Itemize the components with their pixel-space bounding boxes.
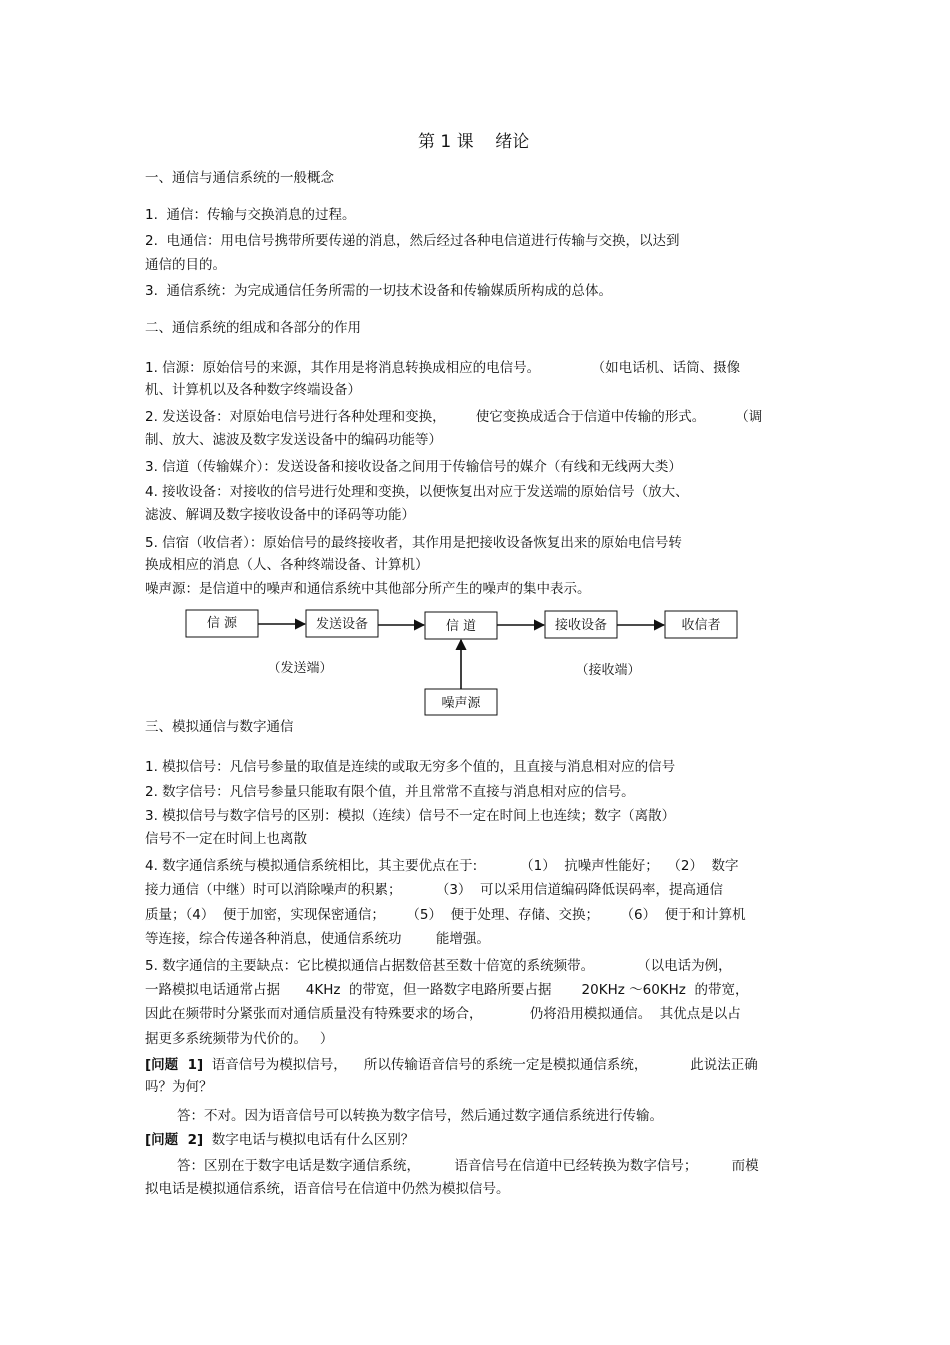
s2-item-1-cont: 机、计算机以及各种数字终端设备） [145,382,361,398]
s2-item-4: 4. 接收设备：对接收的信号进行处理和变换，以便恢复出对应于发送端的原始信号（放大、 [145,484,689,500]
s3-item-5-cont-2: 因此在频带时分紧张而对通信质量没有特殊要求的场合， 仍将沿用模拟通信。 其优点是以占 [145,1006,741,1022]
question-2-label: [问题 2] [145,1132,204,1148]
answer-1: 答：不对。因为语音信号可以转换为数字信号，然后通过数字通信系统进行传输。 [177,1108,663,1124]
s1-item-2-cont: 通信的目的。 [145,257,226,273]
s3-item-5-cont-1: 一路模拟电话通常占据 4KHz 的带宽，但一路数字电路所要占据 20KHz ～60KHz 的带宽， [145,982,749,998]
send-side-label: （发送端） [267,661,333,676]
s2-item-4-cont: 滤波、解调及数字接收设备中的译码等功能） [145,507,415,523]
noise-label: 噪声源 [441,696,481,711]
question-2 [145,1132,414,1148]
question-1 [145,1057,758,1073]
s3-item-1: 1. 模拟信号：凡信号参量的取值是连续的或取无穷多个值的，且直接与消息相对应的信号 [145,759,676,775]
question-1-cont: 吗？为何？ [145,1079,213,1095]
transmitter-label: 发送设备 [315,617,369,632]
s2-item-3: 3. 信道（传输媒介）：发送设备和接收设备之间用于传输信号的媒介（有线和无线两大类） [145,459,682,475]
section-heading-1: 一、通信与通信系统的一般概念 [145,170,334,186]
receiver-label: 接收设备 [554,618,608,633]
question-1-text: 语音信号为模拟信号， 所以传输语音信号的系统一定是模拟通信系统， 此说法正确 [203,1057,758,1073]
recv-side-label: （接收端） [575,663,641,678]
s3-item-3-cont: 信号不一定在时间上也离散 [145,831,307,847]
page-title: 第 1 课 绪论 [418,132,530,152]
answer-2: 答：区别在于数字电话是数字通信系统， 语音信号在信道中已经转换为数字信号； 而模 [177,1158,759,1174]
s3-item-2: 2. 数字信号：凡信号参量只能取有限个值，并且常常不直接与消息相对应的信号。 [145,784,635,800]
sink-label: 收信者 [681,618,721,633]
s1-item-1: 1. 通信：传输与交换消息的过程。 [145,207,356,223]
s1-item-3: 3. 通信系统：为完成通信任务所需的一切技术设备和传输媒质所构成的总体。 [145,283,612,299]
answer-2-cont: 拟电话是模拟通信系统，语音信号在信道中仍然为模拟信号。 [145,1181,510,1197]
s3-item-4: 4. 数字通信系统与模拟通信系统相比，其主要优点在于: （1） 抗噪声性能好； （2） 数字 [145,858,739,874]
channel-label: 信 道 [445,619,477,634]
s3-item-3: 3. 模拟信号与数字信号的区别：模拟（连续）信号不一定在时间上也连续；数字（离散） [145,808,676,824]
s1-item-2: 2. 电通信：用电信号携带所要传递的消息，然后经过各种电信道进行传输与交换，以达到 [145,233,680,249]
source-label: 信 源 [206,616,238,631]
question-1-label: [问题 1] [145,1057,204,1073]
s2-item-2: 2. 发送设备：对原始电信号进行各种处理和变换， 使它变换成适合于信道中传输的形式。 （调 [145,409,763,425]
s2-item-5-cont: 换成相应的消息（人、各种终端设备、计算机） [145,557,429,573]
s3-item-5: 5. 数字通信的主要缺点：它比模拟通信占据数倍甚至数十倍宽的系统频带。 （以电话为例， [145,958,732,974]
s3-item-4-cont-1: 接力通信（中继）时可以消除噪声的积累； （3） 可以采用信道编码降低误码率，提高通信 [145,882,724,898]
section-heading-3: 三、模拟通信与数字通信 [145,719,294,735]
section-heading-2: 二、通信系统的组成和各部分的作用 [145,320,361,336]
question-2-text: 数字电话与模拟电话有什么区别？ [203,1132,415,1148]
s2-item-5: 5. 信宿（收信者）：原始信号的最终接收者，其作用是把接收设备恢复出来的原始电信号转 [145,535,682,551]
s3-item-4-cont-2: 质量；（4） 便于加密，实现保密通信； （5） 便于处理、存储、交换； （6） 便于和计算机 [145,907,746,923]
s3-item-4-cont-3: 等连接，综合传递各种消息，使通信系统功 能增强。 [145,931,490,947]
s2-noise-source: 噪声源：是信道中的噪声和通信系统中其他部分所产生的噪声的集中表示。 [145,581,591,597]
s2-item-1: 1. 信源：原始信号的来源，其作用是将消息转换成相应的电信号。 （如电话机、话筒、摄像 [145,360,741,376]
s2-item-2-cont: 制、放大、滤波及数字发送设备中的编码功能等） [145,432,442,448]
s3-item-5-cont-3: 据更多系统频带为代价的。 ） [145,1031,334,1047]
